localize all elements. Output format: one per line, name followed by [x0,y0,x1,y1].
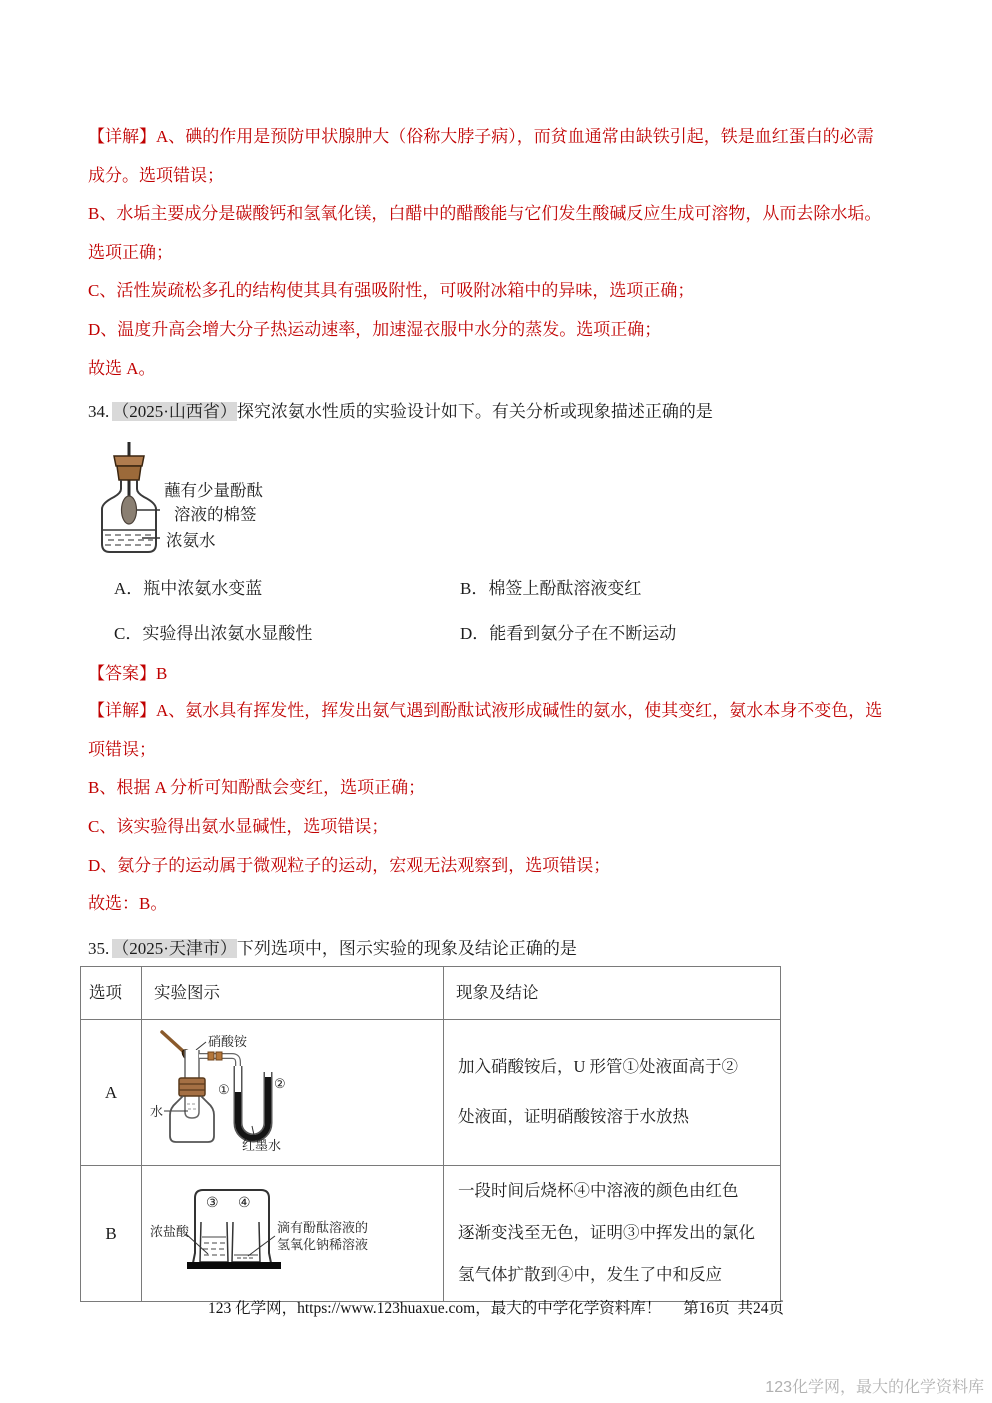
reagent-label: 硝酸铵 [208,1033,248,1049]
question-35-stem [88,934,909,964]
ammonia-label: 浓氨水 [166,531,216,551]
text-line: C、活性炭疏松多孔的结构使其具有强吸附性，可吸附冰箱中的异味，选项正确； [88,281,695,301]
question-34-options [88,566,909,656]
tube-connector [216,1052,222,1060]
beaker-4 [232,1222,260,1262]
experiment-table [80,966,781,1302]
row-conclusion [444,1166,780,1296]
mark3-label: ③ [206,1195,219,1211]
table-row [81,1165,781,1301]
base-plate [187,1262,281,1269]
cork-flange [114,456,144,466]
red-ink-label: 红墨水 [242,1137,282,1153]
text-line: 选项正确； [88,242,173,262]
conclusion-line: 逐渐变浅至无色，证明③中挥发出的氯化 [458,1222,755,1242]
question-34-answer: 【答案】B [88,664,168,684]
text-line: D、氨分子的运动属于微观粒子的运动，宏观无法观察到，选项错误； [88,855,611,875]
option-a: A．瓶中浓氨水变蓝 [114,579,263,599]
acid-label: 浓盐酸 [150,1223,190,1239]
ammonia-bottle-figure [96,442,909,560]
mark4-label: ④ [238,1195,251,1211]
watermark-text: 123化学网，最大的化学资料库 [765,1379,984,1396]
question-34-explanation [88,692,909,924]
water-label: 水 [150,1103,164,1119]
naoh-label-line2: 氢氧化钠稀溶液 [277,1236,369,1252]
conclusion-line: 一段时间后烧杯④中溶液的颜色由红色 [458,1180,739,1200]
header-conclusion: 现象及结论 [456,982,539,1002]
swab-label-line2: 溶液的棉签 [174,505,257,525]
u-tube-outer [238,1066,268,1138]
text-line: 项错误； [88,739,156,759]
text-line: D、温度升高会增大分子热运动速率，加速湿衣服中水分的蒸发。选项正确； [88,319,662,339]
conclusion-line: 处液面，证明硝酸铵溶于水放热 [458,1106,689,1126]
row-conclusion [444,1020,780,1142]
option-c: C．实验得出浓氨水显酸性 [114,624,313,644]
cotton-swab [122,496,137,524]
mark1-label: ① [218,1081,230,1097]
text-line: 成分。选项错误； [88,165,224,185]
page-content [88,118,909,1302]
options-row [88,611,909,656]
options-row [88,566,909,611]
table-header-row [81,966,781,1019]
text-line: 故选 A。 [88,358,156,378]
reagent-leader-line [196,1042,206,1050]
swab-label-line1: 蘸有少量酚酞 [164,481,263,501]
table-row [81,1019,781,1165]
naoh-label-line1: 滴有酚酞溶液的 [277,1219,369,1235]
text-line: 【详解】A、氨水具有挥发性，挥发出氨气遇到酚酞试液形成碱性的氨水，使其变红，氨水本身不变色，选 [88,701,883,721]
conclusion-line: 加入硝酸铵后，U 形管①处液面高于② [458,1056,739,1076]
question-number: 34. [88,402,110,422]
text-line: C、该实验得出氨水显碱性，选项错误； [88,816,389,836]
row-option-letter: A [104,1082,118,1102]
text-line: B、根据 A 分析可知酚酞会变红，选项正确； [88,778,426,798]
tube-connector [208,1052,214,1060]
row-option-letter: B [105,1223,117,1243]
question-source-highlight: （2025·天津市） [112,938,237,958]
question-34-stem [88,398,909,426]
text-line: 故选：B。 [88,894,168,914]
conclusion-line: 氢气体扩散到④中，发生了中和反应 [458,1264,722,1284]
beaker-3 [200,1222,228,1262]
footer-site-text: 123 化学网，https://www.123huaxue.com，最大的中学化学资料库！ [208,1300,662,1317]
question-source-highlight: （2025·山西省） [112,402,237,422]
utube-experiment-figure [142,1020,443,1165]
text-line: B、水垢主要成分是碳酸钙和氢氧化镁，白醋中的醋酸能与它们发生酸碱反应生成可溶物，从而去除水垢。 [88,204,882,224]
option-d: D．能看到氨分子在不断运动 [460,624,677,644]
option-b: B．棉签上酚酞溶液变红 [460,579,642,599]
question-stem-text: 探究浓氨水性质的实验设计如下。有关分析或现象描述正确的是 [236,402,713,422]
header-option: 选项 [89,982,122,1002]
footer-page-number: 第16页 共24页 [683,1300,784,1317]
text-line: 【详解】A、碘的作用是预防甲状腺肿大（俗称大脖子病），而贫血通常由缺铁引起，铁是血红蛋白的必需 [88,127,874,146]
page-footer [0,1296,992,1318]
rubber-stopper [179,1078,205,1096]
question-number: 35. [88,938,110,958]
spoon-handle [162,1032,184,1052]
question-stem-text: 下列选项中，图示实验的现象及结论正确的是 [236,938,577,958]
question-33-explanation [88,118,909,388]
header-figure: 实验图示 [154,982,220,1002]
beaker-experiment-figure [142,1166,443,1301]
mark2-label: ② [274,1075,286,1091]
cork-body [117,466,141,480]
